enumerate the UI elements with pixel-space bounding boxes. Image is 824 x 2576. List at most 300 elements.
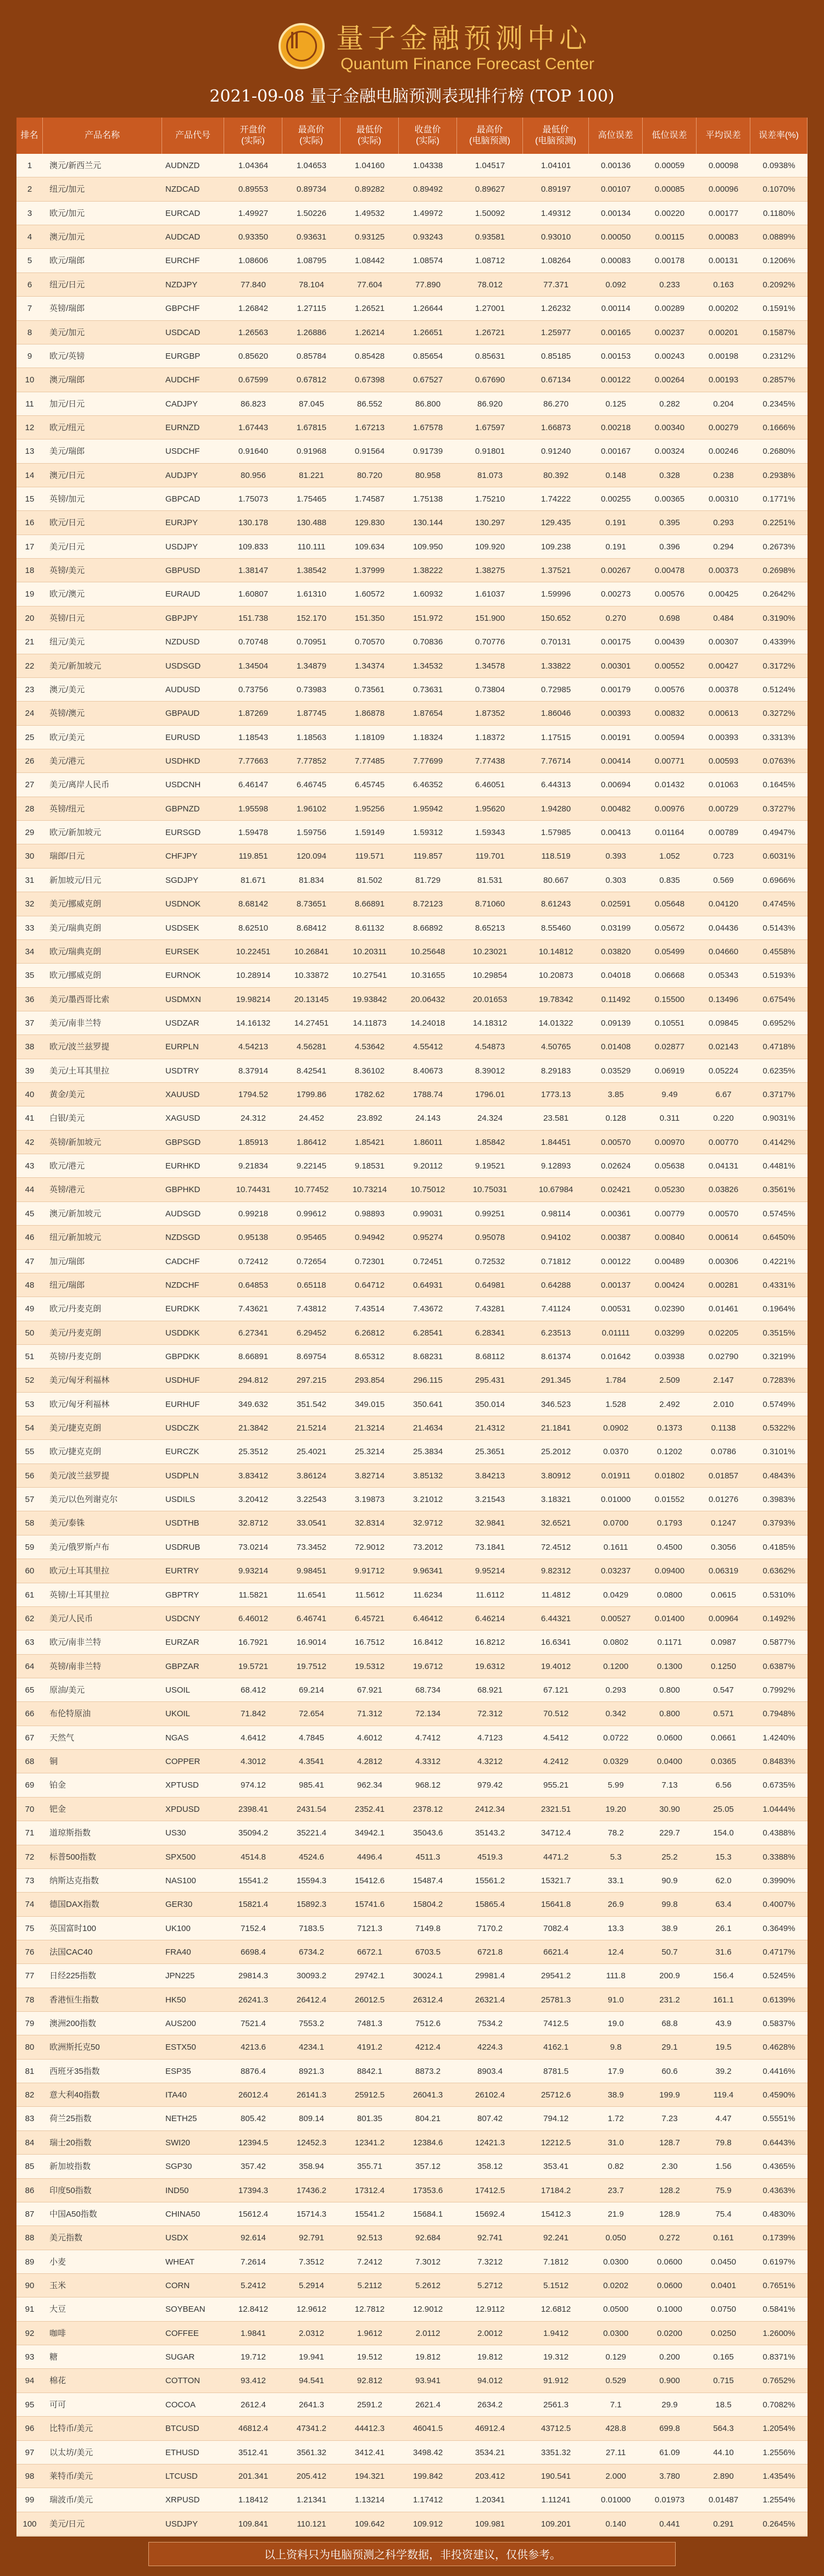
cell-rank: 58 (25, 1518, 35, 1528)
cell-open-actual: 10.28914 (236, 971, 271, 981)
cell-low-actual: 0.89282 (354, 185, 385, 194)
cell-close-actual: 15487.4 (413, 1876, 443, 1885)
cell-high-error: 0.393 (605, 852, 626, 861)
cell-high-actual: 26141.3 (296, 2090, 327, 2100)
cell-low-actual: 1.34374 (354, 661, 385, 671)
cell-high-error: 0.00136 (600, 161, 631, 170)
cell-error-rate: 1.0444% (762, 1804, 795, 1814)
cell-high-forecast: 26321.4 (475, 1995, 505, 2005)
cell-error-rate: 0.2698% (762, 566, 795, 576)
cell-low-actual: 2352.41 (354, 1804, 385, 1814)
cell-open-actual: 357.42 (241, 2162, 266, 2172)
cell-product-code: USDCNY (165, 1614, 201, 1623)
cell-low-actual: 1.59149 (354, 828, 385, 838)
cell-avg-error: 0.00964 (708, 1614, 739, 1623)
cell-open-actual: 24.312 (241, 1114, 266, 1123)
cell-open-actual: 14.16132 (236, 1018, 271, 1028)
cell-low-error: 0.05648 (654, 899, 685, 909)
cell-close-actual: 1.38222 (413, 566, 443, 576)
cell-high-error: 0.00387 (600, 1233, 631, 1243)
cell-open-actual: 1.87269 (238, 709, 269, 719)
cell-close-actual: 4.55412 (413, 1042, 443, 1052)
cell-close-actual: 17353.6 (413, 2185, 443, 2195)
cell-product-code: AUDCHF (165, 375, 200, 385)
cell-low-forecast: 12212.5 (541, 2138, 571, 2147)
cell-low-error: 0.00178 (654, 256, 685, 266)
cell-low-actual: 962.34 (357, 1781, 382, 1790)
cell-open-actual: 4.3012 (241, 1757, 266, 1767)
cell-high-actual: 10.77452 (294, 1185, 329, 1195)
cell-rank: 23 (25, 685, 35, 694)
cell-low-actual: 3412.41 (354, 2447, 385, 2457)
cell-high-actual: 1.75465 (296, 494, 327, 504)
table-row (16, 487, 808, 511)
cell-open-actual: 974.12 (241, 1781, 266, 1790)
cell-close-actual: 3498.42 (413, 2447, 443, 2457)
cell-rank: 91 (25, 2305, 35, 2314)
cell-open-actual: 86.823 (241, 399, 266, 409)
cell-product-code: SGDJPY (165, 875, 199, 885)
cell-high-actual: 0.72654 (296, 1256, 327, 1266)
cell-close-actual: 80.958 (415, 470, 441, 480)
cell-close-actual: 35043.6 (413, 1828, 443, 1838)
cell-low-forecast: 14.01322 (538, 1018, 574, 1028)
table-row (16, 1511, 808, 1535)
table-row (16, 2226, 808, 2250)
cell-low-forecast: 0.93010 (541, 232, 571, 242)
cell-close-actual: 8.68231 (413, 1351, 443, 1361)
cell-close-actual: 12.9012 (413, 2305, 443, 2314)
cell-close-actual: 46041.5 (413, 2424, 443, 2434)
cell-close-actual: 15804.2 (413, 1900, 443, 1910)
cell-low-forecast: 8.61374 (541, 1351, 571, 1361)
cell-product-name: 澳洲200指数 (49, 2019, 97, 2029)
cell-rank: 50 (25, 1328, 35, 1338)
cell-product-name: 欧元/美元 (49, 732, 85, 742)
cell-product-code: USDCNH (165, 780, 201, 790)
cell-product-code: USDCZK (165, 1423, 199, 1433)
cell-high-forecast: 92.741 (477, 2233, 503, 2243)
cell-high-forecast: 8.39012 (475, 1066, 505, 1076)
cell-open-actual: 1794.52 (238, 1090, 269, 1100)
cell-low-error: 0.00059 (654, 161, 685, 170)
cell-close-actual: 3.21012 (413, 1495, 443, 1505)
cell-avg-error: 0.00307 (708, 637, 739, 647)
cell-open-actual: 3.20412 (238, 1495, 269, 1505)
cell-close-actual: 19.812 (415, 2352, 441, 2362)
cell-high-actual: 7553.2 (299, 2019, 324, 2029)
cell-low-forecast: 25781.3 (541, 1995, 571, 2005)
cell-close-actual: 4.3312 (415, 1757, 441, 1767)
cell-high-actual: 297.215 (296, 1376, 327, 1386)
cell-open-actual: 1.26563 (238, 327, 269, 337)
cell-close-actual: 93.941 (415, 2376, 441, 2386)
cell-rank: 82 (25, 2090, 35, 2100)
cell-product-code: EURHUF (165, 1399, 200, 1409)
cell-avg-error: 0.00614 (708, 1233, 739, 1243)
cell-rank: 64 (25, 1661, 35, 1671)
table-row (16, 1202, 808, 1226)
cell-low-error: 0.03299 (654, 1328, 685, 1338)
cell-product-name: 纽元/日元 (49, 280, 85, 290)
cell-high-forecast: 1.27001 (475, 304, 505, 314)
cell-product-code: EURDKK (165, 1304, 200, 1314)
cell-close-actual: 7.43672 (413, 1304, 443, 1314)
cell-high-actual: 120.094 (296, 852, 327, 861)
cell-high-error: 9.8 (610, 2043, 622, 2052)
cell-high-forecast: 0.93581 (475, 232, 505, 242)
cell-low-actual: 4496.4 (357, 1852, 382, 1862)
cell-low-actual: 10.20311 (353, 947, 387, 956)
column-header-low-forecast: 最低价 (电脑预测) (523, 118, 589, 154)
cell-rank: 17 (25, 542, 35, 552)
cell-low-actual: 19.5312 (354, 1661, 385, 1671)
cell-avg-error: 0.00306 (708, 1256, 739, 1266)
cell-high-forecast: 6.46051 (475, 780, 505, 790)
table-row (16, 2179, 808, 2202)
cell-close-actual: 1.26644 (413, 304, 443, 314)
cell-high-error: 0.191 (605, 518, 626, 528)
cell-rank: 54 (25, 1423, 35, 1433)
cell-close-actual: 72.134 (415, 1709, 441, 1719)
column-header-high-forecast: 最高价 (电脑预测) (457, 118, 523, 154)
cell-product-name: 美元/俄罗斯卢布 (49, 1542, 110, 1552)
cell-product-code: EURPLN (165, 1042, 199, 1052)
cell-product-name: 美元/匈牙利福林 (49, 1376, 110, 1386)
cell-low-forecast: 2561.3 (543, 2400, 569, 2410)
cell-product-name: 欧元/新加坡元 (49, 828, 102, 838)
cell-open-actual: 0.64853 (238, 1280, 269, 1290)
cell-high-forecast: 7.43281 (475, 1304, 505, 1314)
cell-error-rate: 0.6754% (762, 994, 795, 1004)
cell-product-code: AUDSGD (165, 1209, 201, 1219)
cell-low-forecast: 1.59996 (541, 589, 571, 599)
cell-avg-error: 0.165 (713, 2352, 734, 2362)
cell-low-forecast: 7.41124 (541, 1304, 571, 1314)
cell-low-actual: 8.65312 (354, 1351, 385, 1361)
cell-high-forecast: 86.920 (477, 399, 503, 409)
table-row (16, 1393, 808, 1416)
cell-high-error: 0.0902 (603, 1423, 628, 1433)
cell-high-actual: 1.59756 (296, 828, 327, 838)
cell-product-code: USDRUB (165, 1542, 201, 1552)
cell-error-rate: 0.3219% (762, 1351, 795, 1361)
cell-product-name: 小麦 (49, 2257, 66, 2267)
cell-error-rate: 0.5749% (762, 1399, 795, 1409)
cell-high-forecast: 20.01653 (472, 994, 508, 1004)
cell-error-rate: 0.2857% (762, 375, 795, 385)
cell-low-actual: 1.86878 (354, 709, 385, 719)
cell-error-rate: 0.4331% (762, 1280, 795, 1290)
cell-low-forecast: 8.29183 (541, 1066, 571, 1076)
cell-product-code: EURSGD (165, 828, 201, 838)
table-row (16, 1440, 808, 1464)
cell-high-forecast: 1.38275 (475, 566, 505, 576)
ranking-table (16, 118, 808, 2536)
cell-product-code: XAUUSD (165, 1090, 200, 1100)
cell-close-actual: 0.89492 (413, 185, 443, 194)
cell-high-forecast: 19.812 (477, 2352, 503, 2362)
cell-high-error: 0.00267 (600, 566, 631, 576)
table-row (16, 1297, 808, 1321)
cell-low-error: 61.09 (659, 2447, 680, 2457)
cell-low-forecast: 19.312 (543, 2352, 569, 2362)
cell-rank: 24 (25, 709, 35, 719)
cell-high-actual: 6.46745 (296, 780, 327, 790)
cell-low-error: 0.800 (659, 1709, 680, 1719)
cell-high-actual: 1.87745 (296, 709, 327, 719)
cell-high-actual: 14.27451 (294, 1018, 329, 1028)
cell-low-actual: 10.27541 (352, 971, 387, 981)
cell-avg-error: 0.1138 (711, 1423, 736, 1433)
cell-low-actual: 0.93125 (354, 232, 385, 242)
cell-open-actual: 5.2412 (241, 2280, 266, 2290)
cell-high-actual: 4.7845 (299, 1733, 324, 1743)
cell-product-name: 美元/加元 (49, 327, 85, 337)
cell-rank: 47 (25, 1256, 35, 1266)
cell-product-code: XAGUSD (165, 1114, 201, 1123)
cell-high-error: 0.09139 (600, 1018, 631, 1028)
cell-product-name: 欧元/日元 (49, 518, 85, 528)
cell-high-error: 0.050 (605, 2233, 626, 2243)
cell-product-name: 澳元/新加坡元 (49, 1209, 102, 1219)
cell-close-actual: 296.115 (413, 1376, 443, 1386)
cell-close-actual: 6.46412 (413, 1614, 443, 1623)
cell-avg-error: 0.1250 (711, 1661, 736, 1671)
cell-close-actual: 4.7412 (415, 1733, 441, 1743)
cell-low-forecast: 1.33822 (541, 661, 571, 671)
cell-product-name: 棉花 (49, 2376, 66, 2386)
cell-high-forecast: 1796.01 (475, 1090, 505, 1100)
cell-rank: 30 (25, 852, 35, 861)
cell-high-actual: 1.61310 (296, 589, 327, 599)
cell-high-actual: 110.111 (297, 542, 326, 552)
cell-product-name: 美元/新加坡元 (49, 661, 102, 671)
cell-product-name: 比特币/美元 (49, 2424, 93, 2434)
cell-avg-error: 62.0 (715, 1876, 732, 1885)
cell-low-actual: 4191.2 (357, 2043, 382, 2052)
column-header-close-actual: 收盘价 (实际) (399, 118, 457, 154)
cell-open-actual: 151.738 (238, 613, 269, 623)
cell-avg-error: 0.00427 (708, 661, 739, 671)
cell-rank: 67 (25, 1733, 35, 1743)
cell-low-forecast: 1.25977 (541, 327, 571, 337)
cell-product-code: GBPAUD (165, 709, 200, 719)
cell-low-error: 0.02390 (654, 1304, 685, 1314)
cell-high-forecast: 29981.4 (475, 1971, 505, 1981)
cell-low-actual: 92.812 (357, 2376, 382, 2386)
cell-error-rate: 0.2938% (762, 470, 795, 480)
cell-low-error: 0.0600 (657, 2280, 682, 2290)
cell-close-actual: 0.73631 (413, 685, 443, 694)
cell-low-forecast: 7082.4 (543, 1923, 569, 1933)
cell-close-actual: 1.49972 (413, 208, 443, 218)
cell-high-actual: 152.170 (296, 613, 327, 623)
cell-close-actual: 3.85132 (413, 1471, 443, 1481)
cell-error-rate: 0.7082% (762, 2400, 795, 2410)
cell-product-code: EURJPY (165, 518, 198, 528)
cell-rank: 87 (25, 2209, 35, 2219)
cell-close-actual: 8.40673 (413, 1066, 443, 1076)
cell-high-forecast: 24.324 (477, 1114, 503, 1123)
cell-rank: 61 (25, 1590, 35, 1600)
cell-rank: 57 (25, 1495, 35, 1505)
cell-low-forecast: 6.44313 (541, 780, 571, 790)
cell-low-error: 0.00439 (654, 637, 685, 647)
cell-low-error: 0.835 (659, 875, 680, 885)
cell-low-forecast: 17184.2 (541, 2185, 571, 2195)
table-row (16, 1464, 808, 1488)
cell-high-error: 19.20 (605, 1804, 626, 1814)
cell-open-actual: 35094.2 (238, 1828, 269, 1838)
cell-close-actual: 0.99031 (413, 1209, 443, 1219)
cell-high-actual: 3.86124 (296, 1471, 327, 1481)
cell-avg-error: 0.00593 (708, 756, 739, 766)
cell-rank: 81 (25, 2066, 35, 2076)
table-row (16, 1773, 808, 1797)
cell-low-actual: 71.312 (357, 1709, 382, 1719)
cell-error-rate: 0.6450% (762, 1233, 795, 1243)
cell-error-rate: 0.2673% (762, 542, 795, 552)
cell-product-code: EURCAD (165, 208, 201, 218)
cell-high-forecast: 358.12 (477, 2162, 503, 2172)
cell-product-code: EURUSD (165, 732, 201, 742)
cell-rank: 78 (25, 1995, 35, 2005)
cell-avg-error: 0.0987 (711, 1638, 736, 1648)
cell-low-error: 0.800 (659, 1685, 680, 1695)
cell-close-actual: 20.06432 (410, 994, 446, 1004)
cell-error-rate: 0.6362% (762, 1566, 795, 1576)
cell-close-actual: 2378.12 (413, 1804, 443, 1814)
cell-rank: 52 (25, 1376, 35, 1386)
cell-avg-error: 75.9 (715, 2185, 732, 2195)
table-row (16, 1368, 808, 1392)
cell-close-actual: 119.857 (413, 852, 443, 861)
cell-low-forecast: 34712.4 (541, 1828, 571, 1838)
cell-error-rate: 0.3515% (762, 1328, 795, 1338)
table-row (16, 749, 808, 773)
cell-low-actual: 14.11873 (353, 1018, 387, 1028)
cell-low-actual: 4.2812 (357, 1757, 382, 1767)
cell-error-rate: 0.3649% (762, 1923, 795, 1933)
cell-low-error: 2.492 (659, 1399, 680, 1409)
cell-error-rate: 0.6031% (762, 852, 795, 861)
cell-rank: 33 (25, 923, 35, 933)
cell-low-actual: 1.26521 (354, 304, 385, 314)
cell-high-actual: 6.29452 (296, 1328, 327, 1338)
cell-product-name: 纽元/加元 (49, 185, 85, 194)
cell-product-name: 布伦特原油 (49, 1709, 91, 1719)
cell-low-error: 0.00489 (654, 1256, 685, 1266)
cell-error-rate: 0.1206% (762, 256, 795, 266)
cell-product-name: 英国富时100 (49, 1923, 97, 1933)
cell-high-forecast: 1.87352 (475, 709, 505, 719)
cell-low-actual: 8.36102 (354, 1066, 385, 1076)
cell-rank: 5 (27, 256, 32, 266)
cell-avg-error: 0.00083 (708, 232, 739, 242)
cell-high-forecast: 11.6112 (476, 1590, 504, 1600)
cell-open-actual: 6.46147 (238, 780, 269, 790)
cell-product-name: 英镑/丹麦克朗 (49, 1351, 102, 1361)
cell-product-code: USDSGD (165, 661, 201, 671)
cell-product-name: 黄金/美元 (49, 1090, 85, 1100)
cell-high-forecast: 10.29854 (472, 971, 508, 981)
cell-product-code: AUDNZD (165, 161, 200, 170)
cell-rank: 6 (27, 280, 32, 290)
cell-rank: 3 (27, 208, 32, 218)
cell-low-forecast: 8.55460 (541, 923, 571, 933)
cell-open-actual: 0.70748 (238, 637, 269, 647)
table-row (16, 1035, 808, 1059)
cell-rank: 49 (25, 1304, 35, 1314)
cell-high-error: 0.128 (605, 1114, 626, 1123)
cell-high-actual: 7.77852 (296, 756, 327, 766)
cell-rank: 62 (25, 1614, 35, 1623)
cell-product-code: EURZAR (165, 1638, 199, 1648)
cell-high-forecast: 119.701 (475, 852, 505, 861)
cell-high-actual: 6734.2 (299, 1947, 324, 1957)
cell-high-actual: 3.22543 (296, 1495, 327, 1505)
cell-low-error: 0.05499 (654, 947, 685, 956)
cell-error-rate: 0.1587% (762, 327, 795, 337)
cell-product-name: 中国A50指数 (49, 2209, 97, 2219)
cell-error-rate: 0.2680% (762, 447, 795, 457)
cell-high-forecast: 1.67597 (475, 422, 505, 432)
cell-high-actual: 1.21341 (296, 2495, 327, 2505)
cell-error-rate: 0.4558% (762, 947, 795, 956)
cell-low-actual: 8842.1 (357, 2066, 382, 2076)
table-row (16, 273, 808, 297)
cell-high-forecast: 7.77438 (475, 756, 505, 766)
cell-high-error: 0.0370 (603, 1447, 628, 1457)
cell-open-actual: 26012.4 (238, 2090, 269, 2100)
cell-rank: 40 (25, 1090, 35, 1100)
cell-high-actual: 1.50226 (296, 208, 327, 218)
cell-open-actual: 68.412 (241, 1685, 266, 1695)
cell-product-code: GBPCHF (165, 304, 200, 314)
table-row (16, 988, 808, 1011)
cell-low-actual: 15541.2 (354, 2209, 385, 2219)
cell-avg-error: 0.00193 (708, 375, 739, 385)
cell-low-actual: 1.60572 (354, 589, 385, 599)
cell-open-actual: 3.83412 (238, 1471, 269, 1481)
cell-high-forecast: 72.312 (477, 1709, 503, 1719)
table-row (16, 559, 808, 582)
cell-high-error: 0.0500 (603, 2305, 628, 2314)
cell-error-rate: 1.2556% (762, 2447, 795, 2457)
header (0, 0, 824, 118)
cell-error-rate: 0.5143% (762, 923, 795, 933)
cell-product-name: 原油/美元 (49, 1685, 85, 1695)
cell-low-error: 0.00976 (654, 804, 685, 814)
cell-low-actual: 7.2412 (357, 2257, 382, 2267)
cell-low-forecast: 80.667 (543, 875, 569, 885)
table-row (16, 1273, 808, 1297)
cell-error-rate: 0.4745% (762, 899, 795, 909)
cell-product-code: WHEAT (165, 2257, 195, 2267)
cell-low-error: 0.01552 (654, 1495, 685, 1505)
cell-error-rate: 0.1180% (762, 208, 795, 218)
cell-high-forecast: 8.71060 (475, 899, 505, 909)
cell-high-actual: 0.95465 (296, 1233, 327, 1243)
cell-high-forecast: 15561.2 (475, 1876, 505, 1885)
cell-avg-error: 2.147 (713, 1376, 734, 1386)
cell-low-actual: 19.93842 (352, 994, 387, 1004)
cell-high-error: 0.01911 (601, 1471, 631, 1481)
cell-high-actual: 26412.4 (296, 1995, 327, 2005)
cell-rank: 37 (25, 1018, 35, 1028)
cell-product-name: 美元/捷克克朗 (49, 1423, 102, 1433)
